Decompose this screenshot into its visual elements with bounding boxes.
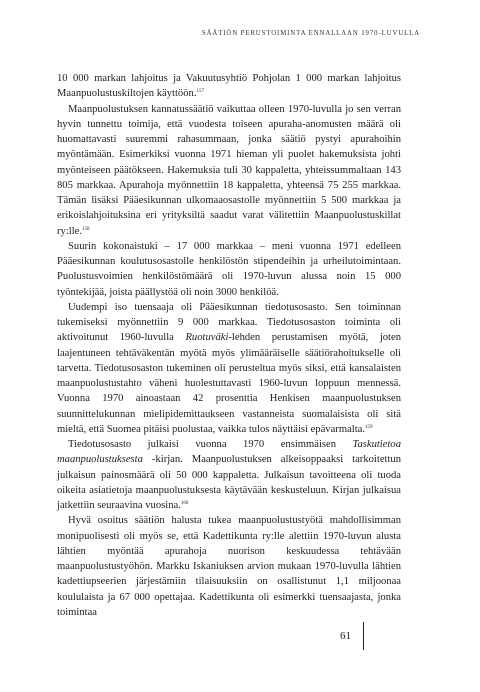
text-run: Uudempi iso tuensaaja oli Pääesikunnan tiedotusosasto. Sen toiminnan tukemiseksi myönnettiin 9 000 markkaa. Tiedotusosaston toiminta oli aktivoitunut 1960-luvulla [57,301,401,344]
footer-rule [363,622,364,650]
text-run: Hyvä osoitus säätiön halusta tukea maanpuolustustyötä mahdollisimman monipuolisesti oli myös se, että Kadettikunta ry:lle alettiin 1970-luvun alusta lähtien myöntää apurahoja nuorison keskuudessa tehtävään maanpuolustustyöhön. Markku Iskaniuksen arvion mukaan 1970-luvulla lähtien kadettiupseerien järjestämiin tilaisuuksiin on osallistunut 1,1 miljoonaa koululaista ja 67 000 opettajaa. Kadettikunta oli esimerkki tuensaajasta, jonka toimintaa [57,515,401,618]
paragraph [57,437,401,513]
page-number: 61 [340,630,351,642]
footnote-ref: 158 [82,226,90,232]
text-run: -kirjan. Maanpuolustuksen alkeisoppaaksi tarkoitettun julkaisun painosmäärä oli 50 000 kappaletta. Julkaisun tavoitteena oli tuoda oikeita asiatietoja maanpuolustuksesta käytävään keskusteluun. Kirjan julkaisua jatkettiin seuraavina vuosina. [57,454,401,511]
text-run: 10 000 markan lahjoitus ja Vakuutusyhtiö Pohjolan 1 000 markan lahjoitus Maanpuolustuskiltojen käyttöön. [57,73,401,100]
text-run: Tiedotusosasto julkaisi vuonna 1970 ensimmäisen [68,439,353,450]
italic-text: Taskutietoa maanpuolustuksesta [57,439,401,466]
text-run: -lehden perustamisen myötä, joten laajentuneen tehtäväkentän myötä myös ylimääräiselle säätiörahoitukselle oli tarvetta. Tiedotusosaston tukeminen oli perusteltua myös siksi, että kansalaisten maanpuolustustahto väheni huolestuttavasti 1960-luvun loppuun mennessä. Vuonna 1970 ainoastaan 42 prosenttia Henkisen maanpuolustuksen suunnittelukunnan mielipidemittaukseen vastanneista suomalaisista oli sitä mieltä, että Suomea pitäisi puolustaa, vaikka tulos näyttäisi epävarmalta. [57,332,401,435]
text-run: Suurin kokonaistuki – 17 000 markkaa – meni vuonna 1971 edelleen Pääesikunnan koulutusosastolle henkilöstön stipendeihin ja urheilutoimintaan. Puolustusvoimien henkilöstömäärä oli 1970-luvun alussa noin 15 000 työntekijää, joista päällystöä oli noin 3000 henkilöä. [57,240,401,298]
paragraph [57,71,401,102]
footnote-ref: 160 [180,501,189,506]
paragraph [57,102,401,239]
footnote-ref: 157 [196,89,204,95]
paragraph [57,513,401,620]
footnote-ref: 159 [365,424,373,430]
text-run: Maanpuolustuksen kannatussäätiö vaikuttaa olleen 1970-luvulla jo sen verran hyvin tunnettu toimija, että vuodesta toiseen apuraha-anomusten määrä oli huomattavasti suuremmi rahasummaan, jonka säätiö pystyi apurahoihin myöntämään. Esimerkiksi vuonna 1971 hieman yli puolet hakemuksista johti myönteiseen päätökseen. Hakemuksia tuli 30 kappaletta, yhteissummaltaan 143 805 markkaa. Apurahoja myönnettiin 18 kappaletta, yhteensä 75 255 markkaa. Tämän lisäksi Pääesikunnan ulkomaaosastolle myönnettiin 5 500 markkaa ja erikoislahjoituksina eri yrityksiltä saadut varat välitettiin Maanpuolustuskillat ry:lle. [57,103,401,237]
paragraph [57,239,401,300]
italic-text: Ruotuväki [185,332,229,344]
body-text [57,71,401,620]
paragraph [57,300,401,437]
page-footer [340,622,364,650]
running-header: SÄÄTIÖN PERUSTOIMINTA ENNALLAAN 1970-LUVULLA [201,30,420,37]
